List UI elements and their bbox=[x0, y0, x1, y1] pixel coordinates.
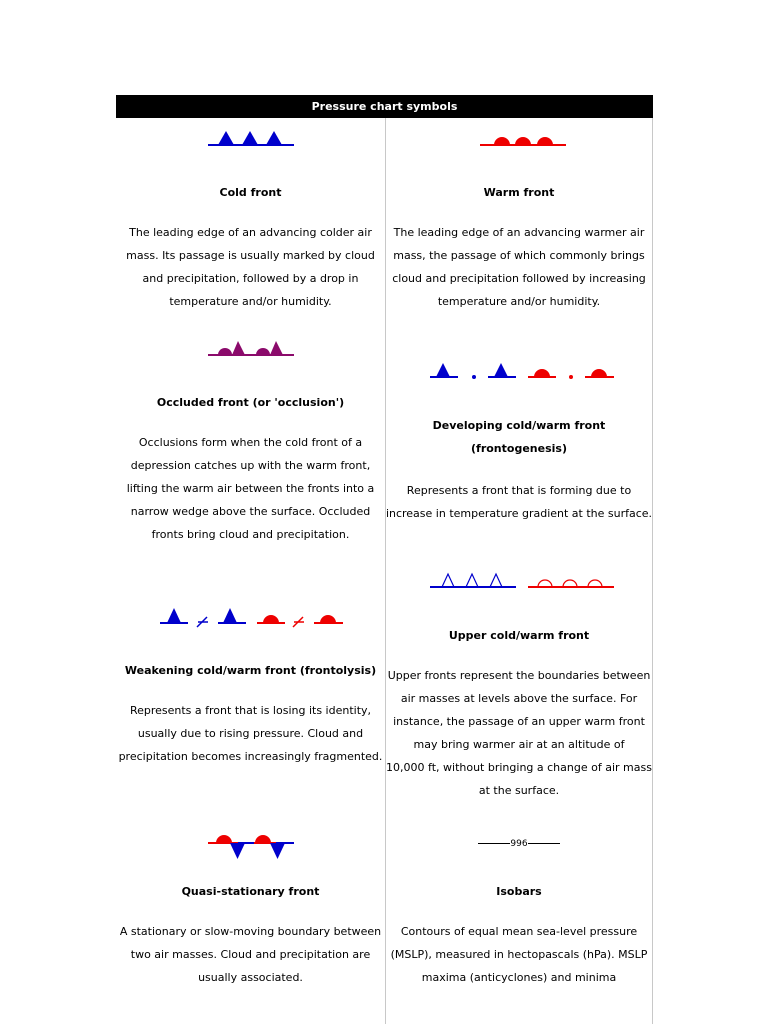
occluded-front-desc-1: Occlusions form when the cold front of a bbox=[138, 436, 363, 449]
occluded-front-desc-5: fronts bring cloud and precipitation. bbox=[151, 528, 350, 541]
upper-front-desc-1: Upper fronts represent the boundaries between bbox=[387, 669, 651, 682]
occluded-front-title: Occluded front (or 'occlusion') bbox=[156, 396, 345, 409]
isobars-desc-3: maxima (anticyclones) and minima bbox=[421, 971, 617, 984]
weakening-front-desc-1: Represents a front that is losing its identity, bbox=[129, 704, 372, 717]
quasi-stationary-front-desc-1: A stationary or slow-moving boundary between bbox=[119, 925, 382, 938]
developing-front-symbol bbox=[430, 359, 614, 379]
weakening-front-desc-3: precipitation becomes increasingly fragmented. bbox=[118, 750, 383, 763]
quasi-stationary-front-desc-3: usually associated. bbox=[198, 971, 303, 984]
developing-front-cell bbox=[385, 414, 653, 525]
isobars-title: Isobars bbox=[496, 885, 542, 898]
occluded-front-symbol bbox=[208, 337, 294, 357]
isobar-label: 996 bbox=[510, 839, 528, 849]
developing-front-desc-1: Represents a front that is forming due to bbox=[406, 484, 632, 497]
cold-front-desc-3: and precipitation, followed by a drop in bbox=[142, 272, 359, 285]
occluded-front-desc-3: lifting the warm air between the fronts into a bbox=[126, 482, 375, 495]
occluded-front-desc-4: narrow wedge above the surface. Occluded bbox=[130, 505, 371, 518]
upper-front-desc-4: may bring warmer air at an altitude of bbox=[413, 738, 625, 751]
upper-front-symbol bbox=[430, 571, 614, 589]
developing-front-title-1: Developing cold/warm front bbox=[432, 419, 606, 432]
developing-front-desc-2: increase in temperature gradient at the surface. bbox=[385, 507, 653, 520]
table-header: Pressure chart symbols bbox=[116, 95, 653, 118]
warm-front-desc-3: cloud and precipitation followed by increasing bbox=[392, 272, 646, 285]
upper-front-desc-2: air masses at levels above the surface. For bbox=[400, 692, 638, 705]
warm-front-desc-4: temperature and/or humidity. bbox=[437, 295, 601, 308]
warm-front-desc-2: mass, the passage of which commonly brings bbox=[393, 249, 645, 262]
pressure-chart-symbols-table bbox=[116, 95, 653, 1024]
isobars-desc-2: (MSLP), measured in hectopascals (hPa). MSLP bbox=[390, 948, 648, 961]
weakening-front-symbol bbox=[160, 605, 346, 627]
cold-front-desc-4: temperature and/or humidity. bbox=[169, 295, 332, 308]
isobar-line-left bbox=[478, 843, 510, 844]
quasi-stationary-front-symbol bbox=[208, 831, 294, 861]
isobar-line-right bbox=[528, 843, 560, 844]
upper-front-desc-3: instance, the passage of an upper warm front bbox=[393, 715, 645, 728]
cold-front-desc-2: mass. Its passage is usually marked by cloud bbox=[126, 249, 375, 262]
weakening-front-desc-2: usually due to rising pressure. Cloud and bbox=[137, 727, 364, 740]
developing-front-title-2: (frontogenesis) bbox=[471, 442, 567, 455]
occluded-front-cell bbox=[116, 391, 385, 546]
warm-front-symbol bbox=[480, 131, 566, 147]
cold-front-title: Cold front bbox=[219, 186, 282, 199]
cold-front-symbol bbox=[208, 125, 294, 147]
isobar-symbol bbox=[385, 833, 653, 854]
upper-front-title: Upper cold/warm front bbox=[448, 629, 590, 642]
weakening-front-cell bbox=[116, 659, 385, 768]
isobars-desc-1: Contours of equal mean sea-level pressure bbox=[400, 925, 638, 938]
warm-front-title: Warm front bbox=[483, 186, 555, 199]
quasi-stationary-front-title: Quasi-stationary front bbox=[181, 885, 320, 898]
upper-front-cell bbox=[385, 624, 653, 802]
warm-front-desc-1: The leading edge of an advancing warmer air bbox=[393, 226, 645, 239]
weakening-front-title: Weakening cold/warm front (frontolysis) bbox=[124, 664, 377, 677]
cold-front-desc-1: The leading edge of an advancing colder air bbox=[129, 226, 372, 239]
quasi-stationary-front-desc-2: two air masses. Cloud and precipitation are bbox=[130, 948, 371, 961]
upper-front-desc-5: 10,000 ft, without bringing a change of air mass bbox=[386, 761, 652, 774]
warm-front-cell bbox=[385, 181, 653, 313]
cold-front-cell bbox=[116, 181, 385, 313]
isobars-cell bbox=[385, 880, 653, 989]
quasi-stationary-front-cell bbox=[116, 880, 385, 989]
occluded-front-desc-2: depression catches up with the warm front, bbox=[130, 459, 371, 472]
upper-front-desc-6: at the surface. bbox=[478, 784, 560, 797]
